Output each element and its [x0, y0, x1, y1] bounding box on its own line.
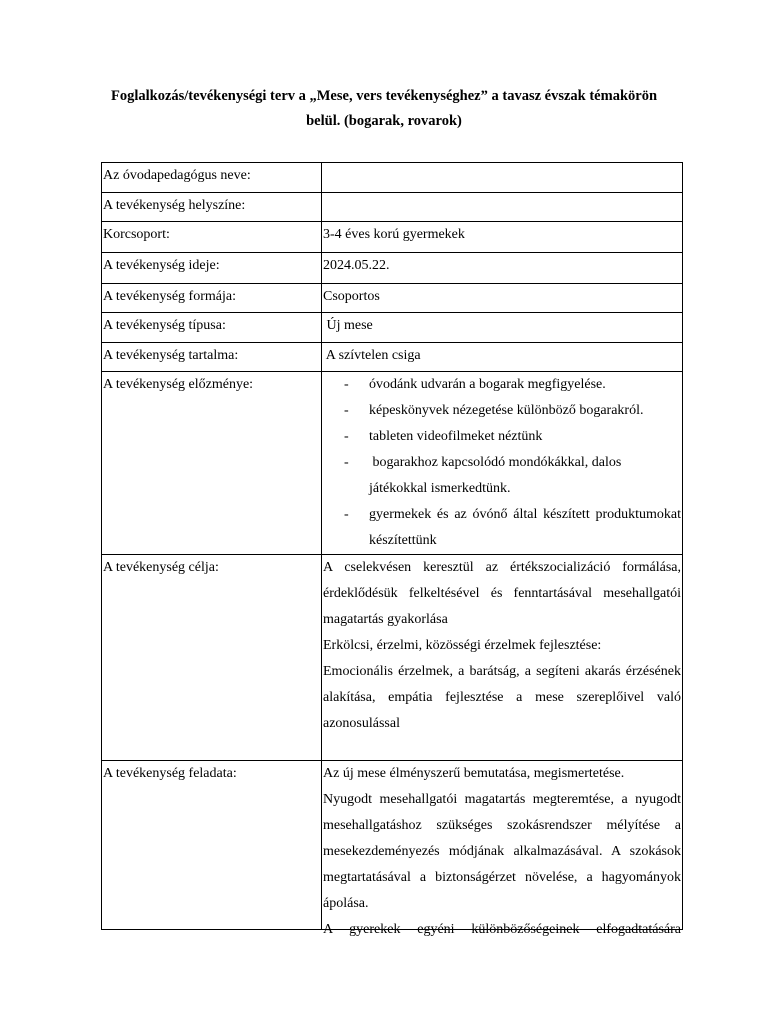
- page-title: [60, 84, 708, 134]
- table-row-teacher: [102, 163, 683, 193]
- value-date: 2024.05.22.: [322, 253, 683, 284]
- list-dash: -: [344, 403, 349, 418]
- list-item: [323, 398, 681, 424]
- task-paragraph: Az új mese élményszerű bemutatása, megismertetése.: [323, 766, 625, 781]
- value-content: A szívtelen csiga: [322, 343, 683, 372]
- task-paragraph: Nyugodt mesehallgatói magatartás megteremtése, a nyugodt mesehallgatáshoz szükséges szokásrendszer mélyítése a mesekezdeményezés módjának alkalmazásával. A szokások megtartatásával a biztonságérzet növelése, a hagyományok ápolása.: [323, 792, 681, 911]
- value-goal: [322, 555, 683, 761]
- value-age-group: 3-4 éves korú gyermekek: [322, 222, 683, 253]
- label-goal: A tevékenység célja:: [102, 555, 322, 761]
- list-dash: -: [344, 429, 349, 444]
- table-row-task: [102, 761, 683, 930]
- label-task: A tevékenység feladata:: [102, 761, 322, 930]
- value-teacher: [322, 163, 683, 193]
- value-location: [322, 193, 683, 222]
- goal-paragraph: Erkölcsi, érzelmi, közösségi érzelmek fejlesztése:: [323, 638, 602, 653]
- list-item: [323, 424, 681, 450]
- list-item: [323, 502, 681, 554]
- table-row-antecedents: [102, 372, 683, 555]
- value-type: Új mese: [322, 313, 683, 343]
- task-paragraph: A gyerekek egyéni különbözőségeinek elfogadtatására: [323, 922, 681, 937]
- label-teacher: Az óvodapedagógus neve:: [102, 163, 322, 193]
- table-row-date: [102, 253, 683, 284]
- table-row-goal: [102, 555, 683, 761]
- title-line-2: belül. (bogarak, rovarok): [306, 113, 462, 129]
- task-text-block: [323, 761, 681, 937]
- list-item-text: tableten videofilmeket néztünk: [369, 429, 543, 444]
- goal-paragraph: A cselekvésen keresztül az értékszocializáció formálása, érdeklődésük felkeltésével és fenntartásával mesehallgatói magatartás gyakorlása: [323, 560, 681, 627]
- label-content: A tevékenység tartalma:: [102, 343, 322, 372]
- value-antecedents: [322, 372, 683, 555]
- list-item-text: képeskönyvek nézegetése különböző bogarakról.: [369, 403, 644, 418]
- table-row-content: [102, 343, 683, 372]
- list-item-text: óvodánk udvarán a bogarak megfigyelése.: [369, 377, 606, 392]
- label-form: A tevékenység formája:: [102, 284, 322, 313]
- table-row-form: [102, 284, 683, 313]
- label-age-group: Korcsoport:: [102, 222, 322, 253]
- list-dash: -: [344, 507, 349, 522]
- label-date: A tevékenység ideje:: [102, 253, 322, 284]
- value-form: Csoportos: [322, 284, 683, 313]
- list-dash: -: [344, 455, 349, 470]
- list-item-text: gyermekek és az óvónő által készített produktumokat készítettünk: [369, 507, 681, 548]
- value-task: [322, 761, 683, 937]
- list-item: [323, 372, 681, 398]
- table-row-location: [102, 193, 683, 222]
- plan-table: [101, 162, 683, 937]
- label-location: A tevékenység helyszíne:: [102, 193, 322, 222]
- list-item: [323, 450, 681, 502]
- table-row-age-group: [102, 222, 683, 253]
- title-line-1: Foglalkozás/tevékenységi terv a „Mese, vers tevékenységhez” a tavasz évszak témakörön: [110, 88, 658, 104]
- label-antecedents: A tevékenység előzménye:: [102, 372, 322, 555]
- label-type: A tevékenység típusa:: [102, 313, 322, 343]
- table-row-type: [102, 313, 683, 343]
- list-dash: -: [344, 377, 349, 392]
- goal-paragraph: Emocionális érzelmek, a barátság, a segíteni akarás érzésének alakítása, empátia fejlesztése a mese szereplőivel való azonosulással: [323, 664, 681, 731]
- antecedents-list: [323, 372, 681, 554]
- list-item-text: bogarakhoz kapcsolódó mondókákkal, dalos játékokkal ismerkedtünk.: [369, 455, 625, 496]
- goal-text-block: [323, 555, 681, 760]
